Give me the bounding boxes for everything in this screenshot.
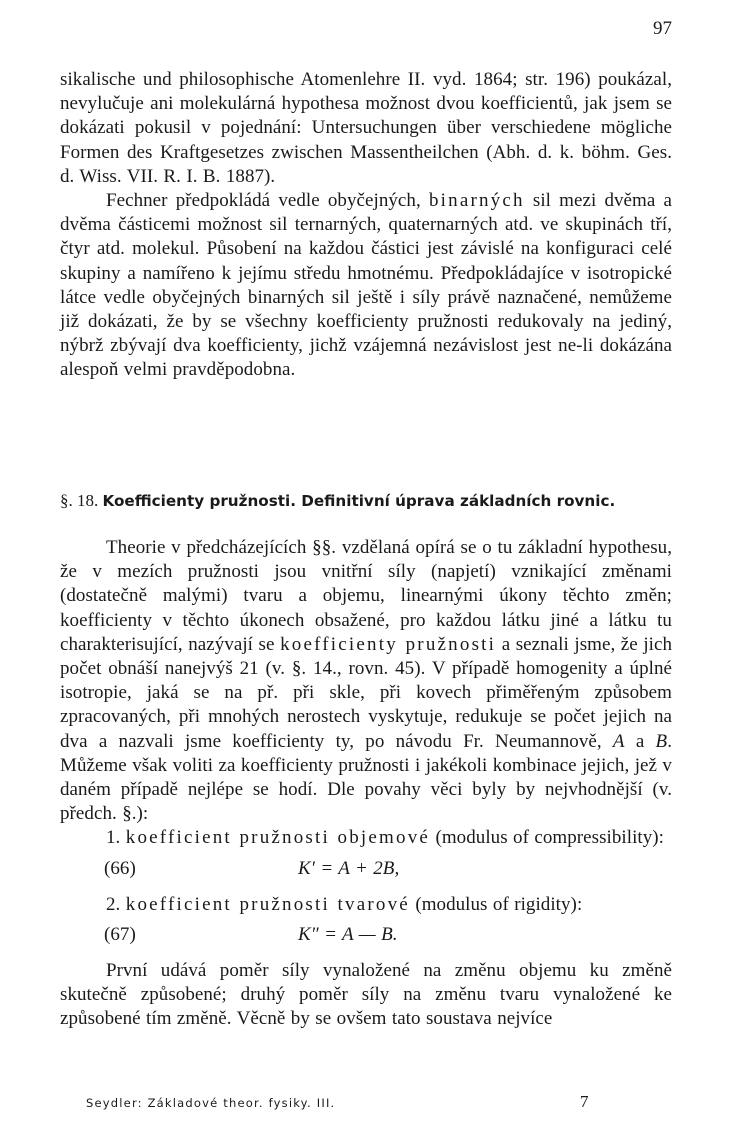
- text-run: a: [635, 730, 645, 752]
- emphasis-koefficienty-pruznosti: koefficienty pružnosti: [280, 633, 497, 655]
- paragraph-explanation: První udává poměr síly vynaložené na změnu objemu ku změně skutečně způsobené; druhý poměr síly na změnu tvaru vynaložené ke způsobené tím změně. Věcně by se ovšem tato soustava nejvíce: [60, 959, 672, 1030]
- emphasis-objemove: koefficient pružnosti objemové: [125, 827, 431, 849]
- text-run: (modulus of compressibility):: [435, 827, 664, 849]
- equation-body: K′ = A + 2B,: [298, 857, 400, 879]
- emphasis-tvarove: koefficient pružnosti tvarové: [125, 893, 410, 915]
- equation-67: [60, 923, 672, 953]
- paragraph-fechner: [60, 189, 672, 383]
- equation-number: (67): [104, 923, 136, 945]
- equation-number: (66): [104, 857, 136, 879]
- opening-text: [60, 68, 672, 383]
- text-run: Theorie v předcházejících §§. vzdělaná opírá se o tu základní hypothesu, že v mezích pružnosti jsou vnitřní síly (napjetí) vznikající změnami (dostatečně malými) tvaru a objemu, linearnými úkony těchto změn; koefficienty v těchto úkonech obsažené, pro každou látku jiné a látku tu charakterisující, nazývají se: [60, 537, 672, 655]
- text-run: sil mezi dvěma a dvěma částicemi možnost sil: [60, 190, 672, 236]
- text-run: . Můžeme však voliti za koefficienty pružnosti i jakékoli kombinace jejich, jež v daném případě nejlépe se hodí. Dle povahy věci byly by nejvhodnější (v. předch. §.):: [60, 730, 673, 825]
- emphasis-binarnych: binarných: [428, 190, 525, 212]
- section-title: Koefficienty pružnosti. Definitivní úprava základních rovnic.: [102, 492, 616, 510]
- symbol-a: A: [612, 730, 625, 752]
- book-page: [60, 18, 673, 1111]
- section-mark: §. 18.: [60, 491, 99, 510]
- page-number: 97: [653, 18, 672, 39]
- list-number: 2.: [106, 893, 121, 915]
- section-body: [60, 536, 672, 1031]
- paragraph-continued: sikalische und philosophische Atomenlehre II. vyd. 1864; str. 196) poukázal, nevylučuje ani molekulárná hypothesa možnost dvou koefficientů, jak jsem se dokázati pokusil v pojednání: Untersuchungen über verschiedene mögliche Formen des Kraftgesetzes zwischen Massentheilchen (Abh. d. k. böhm. Ges. d. Wiss. VII. R. I. B. 1887).: [60, 69, 672, 187]
- text-run: atd. ve skupinách tří, čtyr atd. molekul. Působení na každou částici jest závislé na konfiguraci celé skupiny a namířeno k jejímu středu hmotnému. Předpokládajíce v isotropické látce vedle obyčejných binarných sil ještě i síly právě naznačené, nemůžeme již dokázati, že by se všechny koefficienty pružnosti redukovaly na jediný, nýbrž zbývají dva koefficienty, jichž vzájemná nezávislost jest ne-li dokázána alespoň velmi pravděpodobna.: [60, 214, 673, 381]
- signature-note: Seydler: Základové theor. fysiky. III.: [86, 1096, 336, 1110]
- list-item-volume-modulus: [60, 826, 672, 850]
- equation-66: [60, 857, 672, 887]
- text-run: ternarných, quaternarných: [294, 214, 498, 236]
- signature-mark: 7: [580, 1092, 589, 1111]
- section-heading: [60, 490, 672, 512]
- list-item-rigidity-modulus: [60, 893, 672, 917]
- list-number: 1.: [106, 827, 121, 849]
- text-run: Fechner předpokládá vedle obyčejných,: [106, 190, 421, 212]
- equation-body: K″ = A — B.: [298, 923, 398, 945]
- paragraph-theory: [60, 536, 672, 826]
- text-run: (modulus of rigidity):: [415, 893, 583, 915]
- text-run: a seznali jsme, že jich počet obnáší nanejvýš 21 (v. §. 14., rovn. 45). V případě homogenity a úplné isotropie, jaká se na př. při skle, při kovech přiměřeným způsobem zpracovaných, při mnohých nerostech vyskytuje, redukuje se počet jejich na dva a nazvali jsme koefficienty ty, po návodu Fr. Neumannově,: [60, 633, 673, 752]
- symbol-b: B: [655, 730, 668, 752]
